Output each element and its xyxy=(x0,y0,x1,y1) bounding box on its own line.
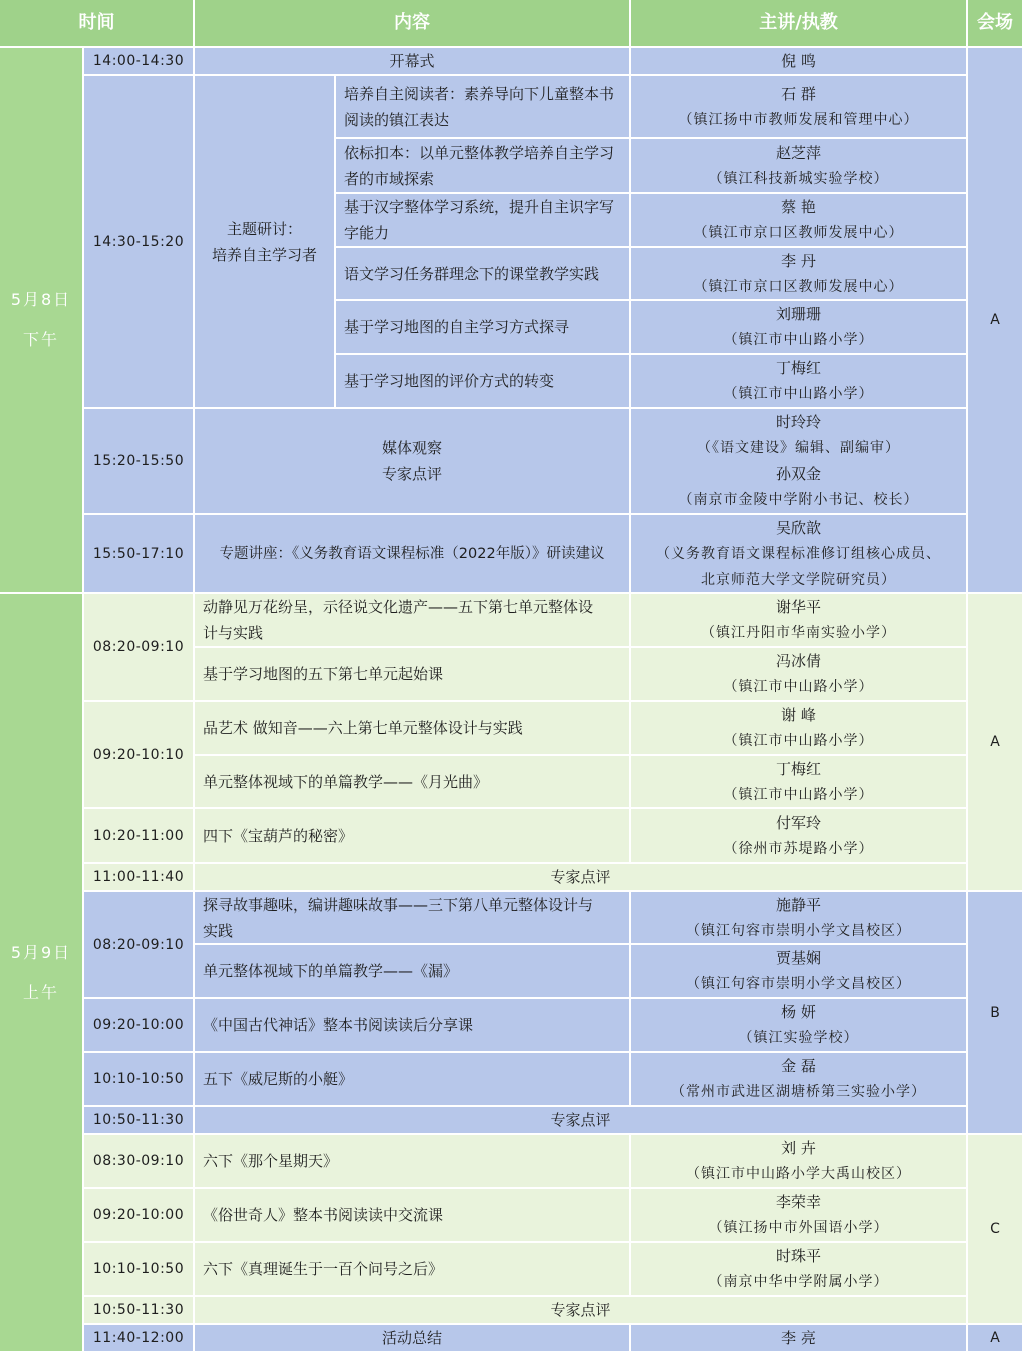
day1-period: 下午 xyxy=(22,330,59,349)
day2-venue-a: A xyxy=(968,594,1024,892)
b-s2-title: 《中国古代神话》整本书阅读读后分享课 xyxy=(195,999,631,1053)
b-s1-time: 08:20-09:10 xyxy=(84,892,195,999)
speaker-name: 赵芝萍 xyxy=(775,143,821,162)
b-s2-time: 09:20-10:00 xyxy=(84,999,195,1053)
theme-item-1-title: 培养自主阅读者：素养导向下儿童整本书阅读的镇江表达 xyxy=(336,76,631,139)
theme-item-2-title: 依标扣本：以单元整体教学培养自主学习者的市域探索 xyxy=(336,139,631,194)
closing-speaker: 李 亮 xyxy=(631,1325,968,1353)
speaker-name: 施静平 xyxy=(775,895,821,914)
lecture-speaker xyxy=(631,515,968,594)
speaker-affiliation: （镇江市京口区教师发展中心） xyxy=(693,225,904,241)
speaker-affiliation: （镇江市京口区教师发展中心） xyxy=(693,278,904,295)
theme-item-3-speaker xyxy=(631,194,968,248)
a-s2-time: 09:20-10:10 xyxy=(84,702,195,809)
header-content: 内容 xyxy=(195,0,631,48)
speaker-name: 丁梅红 xyxy=(775,359,821,377)
theme-item-6-speaker xyxy=(631,355,968,409)
b-s3-speaker xyxy=(631,1053,968,1107)
speaker-name: 金 磊 xyxy=(781,1057,816,1075)
speaker-affiliation: （镇江句容市崇明小学文昌校区） xyxy=(686,922,911,939)
theme-item-2-speaker xyxy=(631,139,968,194)
c-s4-time: 10:50-11:30 xyxy=(84,1297,195,1325)
a-s4-title: 专家点评 xyxy=(195,864,968,892)
speaker-name: 李 丹 xyxy=(781,251,816,270)
speaker-affiliation: （镇江市中山路小学） xyxy=(723,786,874,803)
a-s1-time: 08:20-09:10 xyxy=(84,594,195,702)
title-line: 实践 xyxy=(203,921,234,940)
speaker-affiliation: （镇江市中山路小学） xyxy=(723,332,874,348)
theme-topic-line1: 主题研讨： xyxy=(226,219,302,238)
b-s2-speaker xyxy=(631,999,968,1053)
speaker-affiliation: 北京师范大学文学院研究员） xyxy=(701,571,896,588)
speaker-name: 蔡 艳 xyxy=(781,198,816,216)
a-s1-speaker-a xyxy=(631,594,968,648)
b-s3-title: 五下《威尼斯的小艇》 xyxy=(195,1053,631,1107)
c-s2-time: 09:20-10:00 xyxy=(84,1189,195,1243)
speaker-affiliation: （镇江市中山路小学） xyxy=(723,386,874,402)
b-s1-speaker-a xyxy=(631,892,968,945)
speaker-name: 时珠平 xyxy=(775,1247,821,1265)
speaker-affiliation: （镇江丹阳市华南实验小学） xyxy=(701,625,896,641)
speaker-name: 贾基娴 xyxy=(775,949,821,967)
speaker-name: 李荣幸 xyxy=(775,1193,821,1211)
header-venue: 会场 xyxy=(968,0,1024,48)
theme-item-1-speaker xyxy=(631,76,968,139)
media-title xyxy=(195,409,631,515)
speaker-affiliation: （镇江扬中市外国语小学） xyxy=(708,1220,889,1236)
b-s3-time: 10:10-10:50 xyxy=(84,1053,195,1107)
a-s3-speaker xyxy=(631,809,968,864)
speaker-name: 时玲玲 xyxy=(775,413,821,431)
c-s1-speaker xyxy=(631,1135,968,1189)
speaker-name: 冯冰倩 xyxy=(775,652,821,670)
speaker-affiliation: （镇江市中山路小学） xyxy=(723,679,874,695)
a-s2-title-b: 单元整体视域下的单篇教学——《月光曲》 xyxy=(195,756,631,809)
media-time: 15:20-15:50 xyxy=(84,409,195,515)
a-s1-title-b: 基于学习地图的五下第七单元起始课 xyxy=(195,648,631,702)
title-line: 计与实践 xyxy=(203,624,264,642)
a-s2-title-a: 品艺术 做知音——六上第七单元整体设计与实践 xyxy=(195,702,631,756)
c-s2-title: 《俗世奇人》整本书阅读读中交流课 xyxy=(195,1189,631,1243)
speaker-name: 谢 峰 xyxy=(781,706,816,724)
theme-item-4-speaker xyxy=(631,248,968,301)
speaker-name: 杨 妍 xyxy=(781,1003,816,1021)
speaker-name: 刘 卉 xyxy=(781,1139,816,1157)
a-s4-time: 11:00-11:40 xyxy=(84,864,195,892)
title-line: 探寻故事趣味，编讲趣味故事——三下第八单元整体设计与 xyxy=(203,895,594,914)
a-s3-time: 10:20-11:00 xyxy=(84,809,195,864)
a-s2-speaker-b xyxy=(631,756,968,809)
media-speakers xyxy=(631,409,968,515)
c-s3-time: 10:10-10:50 xyxy=(84,1243,195,1297)
speaker-affiliation: （镇江市中山路小学大禹山校区） xyxy=(686,1166,911,1182)
theme-topic xyxy=(195,76,336,409)
speaker-affiliation: （镇江扬中市教师发展和管理中心） xyxy=(678,111,919,128)
day1-date-cell xyxy=(0,48,84,594)
closing-time: 11:40-12:00 xyxy=(84,1325,195,1353)
c-s1-time: 08:30-09:10 xyxy=(84,1135,195,1189)
opening-time: 14:00-14:30 xyxy=(84,48,195,76)
b-s1-title-b: 单元整体视域下的单篇教学——《漏》 xyxy=(195,945,631,999)
speaker-affiliation: （镇江实验学校） xyxy=(738,1030,859,1046)
day1-date: 5月8日 xyxy=(10,290,72,309)
theme-item-3-title: 基于汉字整体学习系统，提升自主识字写字能力 xyxy=(336,194,631,248)
theme-item-5-speaker xyxy=(631,301,968,355)
header-time: 时间 xyxy=(0,0,195,48)
speaker-affiliation: （义务教育语文课程标准修订组核心成员、 xyxy=(656,545,941,562)
c-s2-speaker xyxy=(631,1189,968,1243)
opening-title: 开幕式 xyxy=(195,48,631,76)
day1-venue: A xyxy=(968,48,1024,594)
b-s1-speaker-b xyxy=(631,945,968,999)
c-s3-speaker xyxy=(631,1243,968,1297)
speaker-affiliation: （镇江句容市崇明小学文昌校区） xyxy=(686,976,911,992)
theme-time: 14:30-15:20 xyxy=(84,76,195,409)
a-s2-speaker-a xyxy=(631,702,968,756)
lecture-time: 15:50-17:10 xyxy=(84,515,195,594)
speaker-affiliation: （《语文建设》编辑、副编审） xyxy=(697,440,900,456)
media-line2: 专家点评 xyxy=(381,465,442,483)
speaker-name: 付军玲 xyxy=(775,813,821,832)
speaker-name: 孙双金 xyxy=(775,465,821,483)
a-s1-title-a xyxy=(195,594,631,648)
speaker-affiliation: （镇江科技新城实验学校） xyxy=(708,170,889,187)
speaker-name: 吴欣歆 xyxy=(775,518,821,537)
closing-title: 活动总结 xyxy=(195,1325,631,1353)
theme-item-6-title: 基于学习地图的评价方式的转变 xyxy=(336,355,631,409)
speaker-affiliation: （徐州市苏堤路小学） xyxy=(723,840,874,857)
closing-venue: A xyxy=(968,1325,1024,1353)
b-s1-title-a xyxy=(195,892,631,945)
day2-period: 上午 xyxy=(22,982,59,1002)
header-speaker: 主讲/执教 xyxy=(631,0,968,48)
a-s1-speaker-b xyxy=(631,648,968,702)
speaker-name: 谢华平 xyxy=(775,598,821,616)
speaker-affiliation: （南京市金陵中学附小书记、校长） xyxy=(678,492,919,508)
c-s4-title: 专家点评 xyxy=(195,1297,968,1325)
title-line: 动静见万花纷呈，示径说文化遗产——五下第七单元整体设 xyxy=(203,598,594,616)
speaker-name: 丁梅红 xyxy=(775,759,821,778)
theme-item-5-title: 基于学习地图的自主学习方式探寻 xyxy=(336,301,631,355)
theme-topic-line2: 培养自主学习者 xyxy=(211,245,317,264)
day2-date-cell xyxy=(0,594,84,1353)
speaker-affiliation: （南京中华中学附属小学） xyxy=(708,1274,889,1290)
day2-date: 5月9日 xyxy=(10,942,72,962)
opening-speaker: 倪 鸣 xyxy=(631,48,968,76)
media-line1: 媒体观察 xyxy=(381,439,442,457)
speaker-affiliation: （镇江市中山路小学） xyxy=(723,733,874,749)
day2-venue-c: C xyxy=(968,1135,1024,1325)
c-s1-title: 六下《那个星期天》 xyxy=(195,1135,631,1189)
speaker-name: 石 群 xyxy=(781,84,816,103)
lecture-title: 专题讲座：《义务教育语文课程标准（2022年版）》研读建议 xyxy=(195,515,631,594)
speaker-affiliation: （常州市武进区湖塘桥第三实验小学） xyxy=(671,1084,926,1100)
b-s4-title: 专家点评 xyxy=(195,1107,968,1135)
theme-item-4-title: 语文学习任务群理念下的课堂教学实践 xyxy=(336,248,631,301)
a-s3-title: 四下《宝葫芦的秘密》 xyxy=(195,809,631,864)
speaker-name: 刘珊珊 xyxy=(775,305,821,323)
c-s3-title: 六下《真理诞生于一百个问号之后》 xyxy=(195,1243,631,1297)
day2-venue-b: B xyxy=(968,892,1024,1135)
b-s4-time: 10:50-11:30 xyxy=(84,1107,195,1135)
